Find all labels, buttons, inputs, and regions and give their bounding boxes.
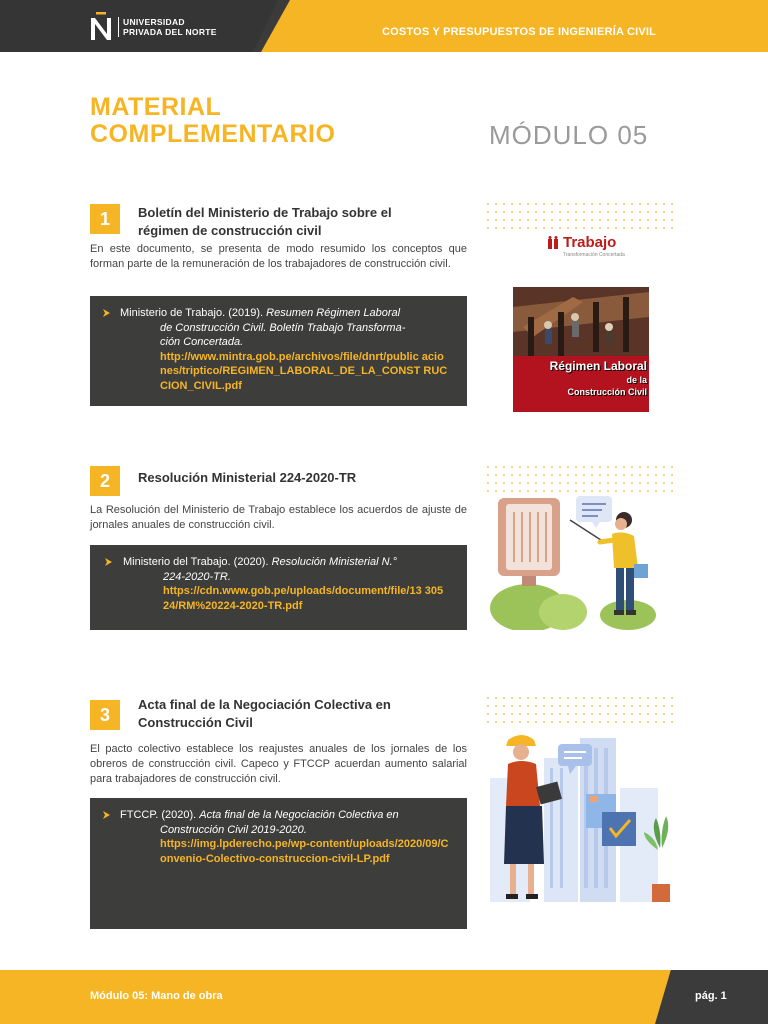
chevron-right-icon	[102, 308, 111, 318]
reference-author: FTCCP. (2020).	[120, 809, 200, 821]
section-number-badge: 2	[90, 466, 120, 496]
reference-title-b: 224-2020-TR.	[163, 570, 231, 583]
page-number: pág. 1	[695, 990, 727, 1002]
photo-caption-line2: de la	[626, 375, 647, 385]
construction-photo	[513, 287, 649, 412]
module-title: MÓDULO 05	[489, 120, 649, 150]
page-title-line1: MATERIAL	[90, 93, 222, 121]
reference-title-b: Construcción Civil 2019-2020.	[160, 823, 307, 836]
reference-box	[90, 296, 467, 406]
section-title: Boletín del Ministerio de Trabajo sobre el régimen de construcción civil	[138, 205, 392, 238]
chevron-right-icon	[104, 557, 113, 567]
dots-decoration	[484, 463, 679, 493]
section-1	[90, 204, 467, 409]
ministry-logo-text: Trabajo	[563, 234, 617, 251]
section-title: Resolución Ministerial 224-2020-TR	[138, 470, 357, 485]
reference-title-b: de Construcción Civil. Boletín Trabajo Transforma-	[160, 321, 406, 334]
university-name-line1: UNIVERSIDAD	[123, 17, 185, 27]
university-name-line2: PRIVADA DEL NORTE	[123, 27, 217, 37]
reference-box	[90, 798, 467, 929]
photo-caption-line1: Régimen Laboral	[549, 359, 647, 373]
presenter-illustration	[488, 490, 658, 630]
university-logo	[88, 12, 217, 42]
reference-box	[90, 545, 467, 630]
upn-logo-icon	[88, 12, 114, 42]
section-description: El pacto colectivo establece los reajustes anuales de los jornales de los obreros de construcción civil. Capeco y FTCCP acuerdan aumento salarial para trabajadores de construcción civil.	[90, 743, 467, 785]
engineer-illustration	[484, 728, 678, 908]
reference-title-c: ción Concertada.	[160, 336, 244, 348]
section-2	[90, 466, 467, 631]
chevron-right-icon	[102, 810, 111, 820]
ministry-logo-subtitle: Transformación Concertada	[563, 252, 625, 258]
reference-title-a: Acta final de la Negociación Colectiva en	[199, 809, 399, 821]
section-description: En este documento, se presenta de modo resumido los conceptos que forman parte de la remuneración de los trabajadores de construcción civil.	[90, 243, 467, 270]
section-title: Acta final de la Negociación Colectiva en Construcción Civil	[138, 697, 391, 730]
course-title: COSTOS Y PRESUPUESTOS DE INGENIERÍA CIVIL	[382, 26, 657, 38]
dots-decoration	[484, 200, 679, 230]
reference-link[interactable]: https://img.lpderecho.pe/wp-content/uploads/2020/09/Convenio-Colectivo-construccion-civil-LP.pdf	[160, 838, 449, 865]
ministry-logo-icon	[547, 236, 561, 250]
reference-link[interactable]: http://www.mintra.gob.pe/archivos/file/dnrt/public aciones/triptico/REGIMEN_LABORAL_DE_LA_CONST RUCCION_CIVIL.pdf	[160, 350, 448, 392]
photo-caption-line3: Construcción Civil	[567, 387, 647, 397]
section-number-badge: 3	[90, 700, 120, 730]
section-description: La Resolución del Ministerio de Trabajo establece los acuerdos de ajuste de jornales anuales de construcción civil.	[90, 504, 467, 531]
page-title	[90, 94, 335, 148]
footer-module-name: Módulo 05: Mano de obra	[90, 990, 223, 1002]
booklet-cover-image	[513, 228, 649, 412]
page-title-line2: COMPLEMENTARIO	[90, 120, 336, 148]
section-number-badge: 1	[90, 204, 120, 234]
reference-link[interactable]: https://cdn.www.gob.pe/uploads/document/file/13 30524/RM%20224-2020-TR.pdf	[163, 585, 444, 612]
section-3	[90, 697, 467, 930]
dots-decoration	[484, 694, 679, 724]
reference-author: Ministerio de Trabajo. (2019).	[120, 307, 267, 319]
reference-title-a: Resolución Ministerial N.°	[271, 556, 398, 568]
reference-author: Ministerio del Trabajo. (2020).	[123, 556, 272, 568]
reference-title-a: Resumen Régimen Laboral	[266, 307, 401, 319]
